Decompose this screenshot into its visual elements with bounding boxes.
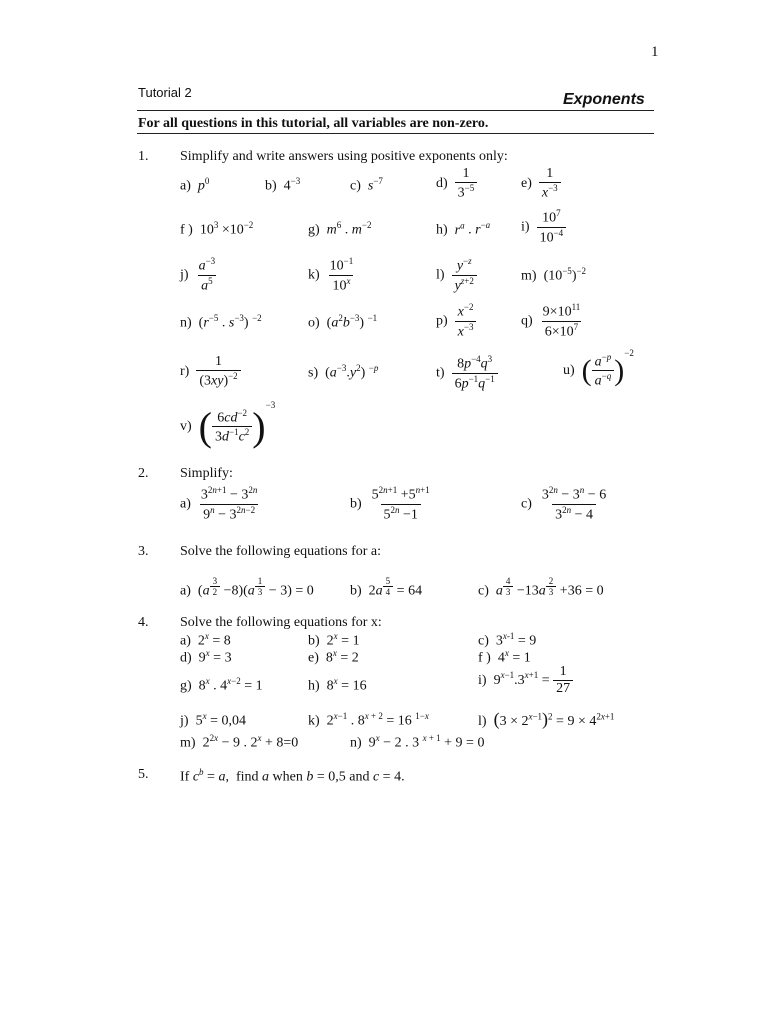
q1l: l) $\frac{y^{-z}}{y^{z+2}}$ <box>436 256 477 295</box>
q1v: v) ( $\frac{6cd^{-2}}{3d^{-1}c^2}$ )$^{-3}$ <box>180 400 276 449</box>
q1h: h) $r^a$ . $r^{-a}$ <box>436 220 491 238</box>
q1-number: 1. <box>138 149 149 164</box>
q3-number: 3. <box>138 544 149 559</box>
q4b: b) $2^x = 1$ <box>308 631 360 649</box>
q1t: t) $\frac{8p^{-4}q^3}{6p^{-1}q^{-1}}$ <box>436 354 498 393</box>
q1m: m) $(10^{-5})^{-2}$ <box>521 266 587 284</box>
q5-number: 5. <box>138 767 149 782</box>
q1i: i) $\frac{10^7}{10^{-4}}$ <box>521 208 566 247</box>
q1o: o) $(a^2b^{-3})$ $^{-1}$ <box>308 313 378 331</box>
q1a: a) $p^0$ <box>180 176 210 194</box>
q3a: a) (a $^{\frac{3}{2}}$ −8)(a $^{\frac{1}{3}}$ − 3) = 0 <box>180 576 314 599</box>
q1j: j) $\frac{a^{-3}}{a^5}$ <box>180 256 216 294</box>
q4h: h) $8^x = 16$ <box>308 676 367 694</box>
topic-title: Exponents <box>563 91 645 108</box>
q1b: b) $4^{-3}$ <box>265 176 301 194</box>
q4-prompt: Solve the following equations for x: <box>180 615 382 630</box>
q1e: e) $\frac{1}{x^{-3}}$ <box>521 166 561 202</box>
q4f: f ) $4^x = 1$ <box>478 648 531 666</box>
q1-prompt: Simplify and write answers using positive exponents only: <box>180 149 508 164</box>
q3b: b) 2a $^{\frac{5}{4}}$ = 64 <box>350 576 423 599</box>
header-rule <box>137 110 654 111</box>
q4n: n) $9^x - 2$ . 3 $^{x + 1}$ + 9 = 0 <box>350 733 485 751</box>
q1p: p) $\frac{x^{-2}}{x^{-3}}$ <box>436 302 476 341</box>
q2-prompt: Simplify: <box>180 466 233 481</box>
q3-prompt: Solve the following equations for a: <box>180 544 382 559</box>
note-rule <box>137 133 654 134</box>
q2a: a) $\frac{3^{2n+1} - 3^{2n}}{9^n - 3^{2n-2}}$ <box>180 485 258 523</box>
q2b: b) $\frac{5^{2n+1} +5^{n+1}}{5^{2n} -1}$ <box>350 485 430 523</box>
q2c: c) $\frac{3^{2n} - 3^n - 6}{3^{2n} - 4}$ <box>521 485 607 523</box>
q4e: e) $8^x = 2$ <box>308 648 359 666</box>
q4m: m) $2^{2x} - 9$ . $2^x + 8=0$ <box>180 733 299 751</box>
q1c: c) $s^{-7}$ <box>350 176 383 194</box>
q1k: k) $\frac{10^{-1}}{10^x}$ <box>308 256 354 294</box>
q5-text: If $c^b = a$, find a when b = 0,5 and c = 4. <box>180 767 405 785</box>
q1s: s) $(a^{-3}.y^2)$ $^{-p}$ <box>308 363 379 381</box>
q4g: g) 8$^x$ . $4^{x-2} = 1$ <box>180 676 263 694</box>
q4-number: 4. <box>138 615 149 630</box>
page-number: 1 <box>651 44 659 60</box>
q2-number: 2. <box>138 466 149 481</box>
q1q: q) $\frac{9\times 10^{11}}{6\times 10^7}$ <box>521 302 581 340</box>
q1r: r) $\frac{1}{(3xy)^{-2}}$ <box>180 354 241 390</box>
q1n: n) ($r^{-5}$ . $s^{-3}$) $^{-2}$ <box>180 313 262 331</box>
q4j: j) $5^x = 0,04$ <box>180 711 246 729</box>
q4i: i) $9^{x-1}.3^{x+1}$ = $\frac{1}{27}$ <box>478 664 573 697</box>
q4k: k) $2^{x-1}$ . $8^{x + 2} = 16$ $^{1-x}$ <box>308 711 429 729</box>
instruction-note: For all questions in this tutorial, all variables are non-zero. <box>138 116 489 131</box>
tutorial-label: Tutorial 2 <box>138 85 192 100</box>
q3c: c) a $^{\frac{4}{3}}$ −13a $^{\frac{2}{3}}$ +36 = 0 <box>478 576 604 599</box>
q1u: u) ( $\frac{a^{-p}}{a^{-q}}$ )$^{-2}$ <box>563 348 634 389</box>
q4d: d) $9^x = 3$ <box>180 648 232 666</box>
q1g: g) $m^6$ . $m^{-2}$ <box>308 220 372 238</box>
q1f: f ) $10^3 \times 10^{-2}$ <box>180 220 254 238</box>
q4l: l) $(3 \times 2^{x-1})^2 = 9 \times 4^{2x+1}$ <box>478 709 615 729</box>
q4a: a) $2^x = 8$ <box>180 631 231 649</box>
q1d: d) $\frac{1}{3^{-5}}$ <box>436 166 477 202</box>
q4c: c) $3^{x-1} = 9$ <box>478 631 537 649</box>
